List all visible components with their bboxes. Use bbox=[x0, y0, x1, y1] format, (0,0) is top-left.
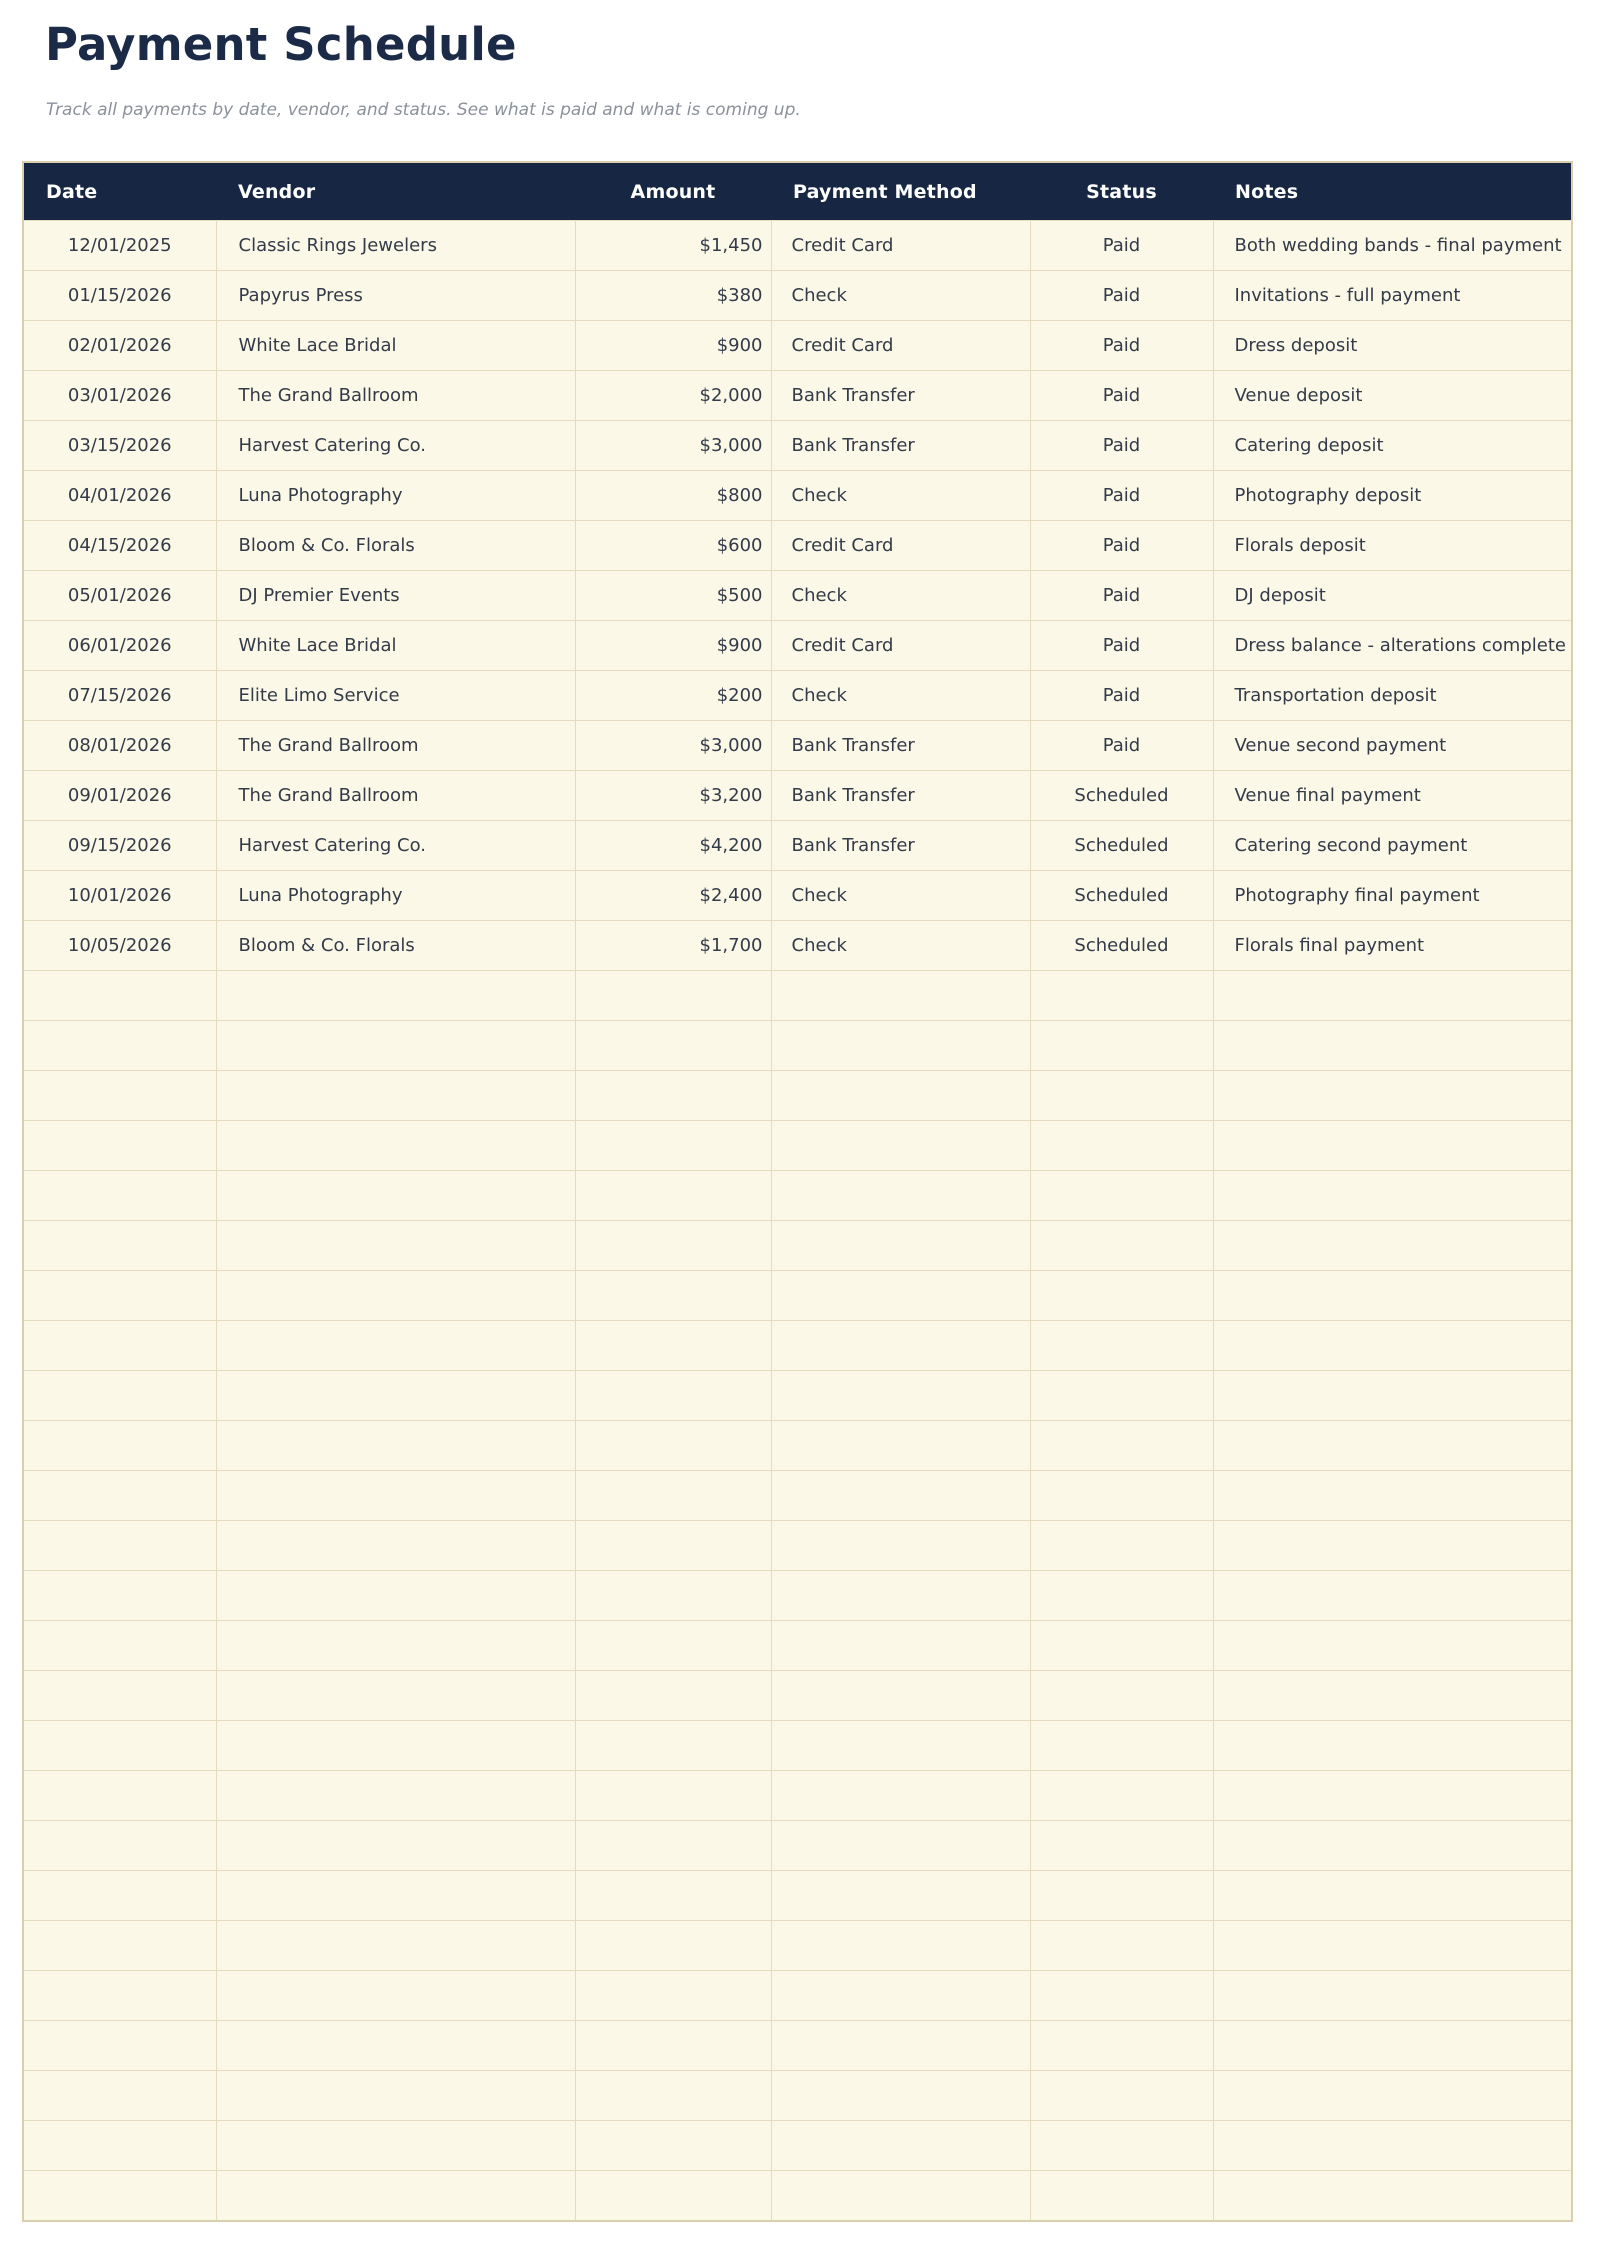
status-cell bbox=[1030, 1921, 1213, 1971]
payment-method-cell bbox=[771, 2021, 1030, 2071]
empty-table-row bbox=[23, 1671, 1572, 1721]
date-cell bbox=[23, 1621, 216, 1671]
payment-method-cell bbox=[771, 1971, 1030, 2021]
payment-method-cell: Bank Transfer bbox=[771, 371, 1030, 421]
payment-method-cell bbox=[771, 1171, 1030, 1221]
empty-table-row bbox=[23, 1121, 1572, 1171]
status-cell bbox=[1030, 1421, 1213, 1471]
date-cell bbox=[23, 1321, 216, 1371]
status-cell bbox=[1030, 1721, 1213, 1771]
notes-cell: Photography final payment bbox=[1213, 871, 1572, 921]
page-subtitle: Track all payments by date, vendor, and status. See what is paid and what is coming up. bbox=[46, 100, 801, 121]
date-cell bbox=[23, 1571, 216, 1621]
vendor-cell bbox=[216, 1271, 575, 1321]
status-cell: Scheduled bbox=[1030, 771, 1213, 821]
date-cell bbox=[23, 2021, 216, 2071]
amount-cell: $200 bbox=[575, 671, 771, 721]
empty-table-row bbox=[23, 1071, 1572, 1121]
vendor-cell: Bloom & Co. Florals bbox=[216, 921, 575, 971]
vendor-cell bbox=[216, 1371, 575, 1421]
date-cell: 05/01/2026 bbox=[23, 571, 216, 621]
notes-cell bbox=[1213, 1371, 1572, 1421]
payment-method-cell bbox=[771, 1821, 1030, 1871]
notes-cell: Venue second payment bbox=[1213, 721, 1572, 771]
notes-cell: Dress deposit bbox=[1213, 321, 1572, 371]
empty-table-row bbox=[23, 1521, 1572, 1571]
notes-cell bbox=[1213, 1721, 1572, 1771]
date-cell bbox=[23, 1071, 216, 1121]
vendor-cell bbox=[216, 1671, 575, 1721]
empty-table-row bbox=[23, 1321, 1572, 1371]
notes-cell bbox=[1213, 1471, 1572, 1521]
empty-table-row bbox=[23, 1271, 1572, 1321]
notes-cell: Venue deposit bbox=[1213, 371, 1572, 421]
date-cell bbox=[23, 1771, 216, 1821]
date-cell bbox=[23, 1271, 216, 1321]
date-cell: 08/01/2026 bbox=[23, 721, 216, 771]
vendor-cell bbox=[216, 1071, 575, 1121]
amount-cell bbox=[575, 2121, 771, 2171]
payment-method-cell: Credit Card bbox=[771, 521, 1030, 571]
notes-cell: Catering second payment bbox=[1213, 821, 1572, 871]
notes-cell: Florals deposit bbox=[1213, 521, 1572, 571]
notes-cell bbox=[1213, 1571, 1572, 1621]
status-cell: Paid bbox=[1030, 371, 1213, 421]
vendor-cell bbox=[216, 2021, 575, 2071]
column-header-status: Status bbox=[1030, 162, 1213, 221]
vendor-cell bbox=[216, 1221, 575, 1271]
empty-table-row bbox=[23, 1021, 1572, 1071]
vendor-cell bbox=[216, 1621, 575, 1671]
notes-cell: Photography deposit bbox=[1213, 471, 1572, 521]
vendor-cell bbox=[216, 1421, 575, 1471]
date-cell: 04/15/2026 bbox=[23, 521, 216, 571]
date-cell bbox=[23, 1671, 216, 1721]
date-cell bbox=[23, 1521, 216, 1571]
amount-cell bbox=[575, 1771, 771, 1821]
vendor-cell: Harvest Catering Co. bbox=[216, 821, 575, 871]
empty-table-row bbox=[23, 1871, 1572, 1921]
payment-method-cell: Check bbox=[771, 471, 1030, 521]
notes-cell bbox=[1213, 1821, 1572, 1871]
empty-table-row bbox=[23, 1721, 1572, 1771]
date-cell: 09/15/2026 bbox=[23, 821, 216, 871]
notes-cell bbox=[1213, 1421, 1572, 1471]
amount-cell bbox=[575, 1121, 771, 1171]
payment-method-cell bbox=[771, 1771, 1030, 1821]
status-cell bbox=[1030, 1121, 1213, 1171]
payment-method-cell: Bank Transfer bbox=[771, 771, 1030, 821]
payment-method-cell: Credit Card bbox=[771, 621, 1030, 671]
status-cell bbox=[1030, 2171, 1213, 2222]
table-row bbox=[23, 221, 1572, 271]
payment-method-cell bbox=[771, 1571, 1030, 1621]
vendor-cell bbox=[216, 2071, 575, 2121]
vendor-cell bbox=[216, 1171, 575, 1221]
date-cell: 07/15/2026 bbox=[23, 671, 216, 721]
vendor-cell bbox=[216, 2171, 575, 2222]
payment-method-cell bbox=[771, 1671, 1030, 1721]
vendor-cell: The Grand Ballroom bbox=[216, 771, 575, 821]
payment-method-cell bbox=[771, 1021, 1030, 1071]
status-cell bbox=[1030, 971, 1213, 1021]
payment-method-cell bbox=[771, 1321, 1030, 1371]
amount-cell bbox=[575, 1221, 771, 1271]
amount-cell bbox=[575, 2021, 771, 2071]
notes-cell: Venue final payment bbox=[1213, 771, 1572, 821]
payment-method-cell bbox=[771, 1271, 1030, 1321]
amount-cell: $3,000 bbox=[575, 721, 771, 771]
date-cell bbox=[23, 2171, 216, 2222]
date-cell: 10/01/2026 bbox=[23, 871, 216, 921]
status-cell bbox=[1030, 1321, 1213, 1371]
payment-method-cell bbox=[771, 1921, 1030, 1971]
amount-cell bbox=[575, 1471, 771, 1521]
notes-cell bbox=[1213, 1321, 1572, 1371]
notes-cell bbox=[1213, 1521, 1572, 1571]
vendor-cell: The Grand Ballroom bbox=[216, 371, 575, 421]
notes-cell: Invitations - full payment bbox=[1213, 271, 1572, 321]
notes-cell bbox=[1213, 2071, 1572, 2121]
vendor-cell bbox=[216, 1771, 575, 1821]
payment-method-cell bbox=[771, 1421, 1030, 1471]
date-cell bbox=[23, 1921, 216, 1971]
table-row bbox=[23, 821, 1572, 871]
status-cell bbox=[1030, 1271, 1213, 1321]
amount-cell bbox=[575, 1921, 771, 1971]
date-cell bbox=[23, 1121, 216, 1171]
empty-table-row bbox=[23, 1821, 1572, 1871]
vendor-cell: White Lace Bridal bbox=[216, 621, 575, 671]
payment-method-cell bbox=[771, 1371, 1030, 1421]
page-title: Payment Schedule bbox=[45, 18, 517, 71]
date-cell: 09/01/2026 bbox=[23, 771, 216, 821]
table-row bbox=[23, 521, 1572, 571]
amount-cell bbox=[575, 2071, 771, 2121]
amount-cell bbox=[575, 1571, 771, 1621]
table-row bbox=[23, 271, 1572, 321]
notes-cell: DJ deposit bbox=[1213, 571, 1572, 621]
status-cell: Paid bbox=[1030, 721, 1213, 771]
notes-cell bbox=[1213, 1771, 1572, 1821]
status-cell: Paid bbox=[1030, 471, 1213, 521]
status-cell bbox=[1030, 1021, 1213, 1071]
table-row bbox=[23, 371, 1572, 421]
status-cell: Scheduled bbox=[1030, 871, 1213, 921]
notes-cell: Catering deposit bbox=[1213, 421, 1572, 471]
status-cell: Paid bbox=[1030, 221, 1213, 271]
amount-cell: $3,000 bbox=[575, 421, 771, 471]
date-cell: 03/01/2026 bbox=[23, 371, 216, 421]
payment-method-cell: Check bbox=[771, 671, 1030, 721]
table-row bbox=[23, 421, 1572, 471]
status-cell bbox=[1030, 1971, 1213, 2021]
notes-cell bbox=[1213, 971, 1572, 1021]
notes-cell bbox=[1213, 1071, 1572, 1121]
notes-cell bbox=[1213, 1121, 1572, 1171]
status-cell bbox=[1030, 1521, 1213, 1571]
payment-method-cell: Bank Transfer bbox=[771, 421, 1030, 471]
vendor-cell: Papyrus Press bbox=[216, 271, 575, 321]
empty-table-row bbox=[23, 1421, 1572, 1471]
status-cell bbox=[1030, 1771, 1213, 1821]
vendor-cell bbox=[216, 1521, 575, 1571]
table-row bbox=[23, 871, 1572, 921]
table-row bbox=[23, 721, 1572, 771]
vendor-cell bbox=[216, 1921, 575, 1971]
status-cell: Paid bbox=[1030, 521, 1213, 571]
amount-cell bbox=[575, 1371, 771, 1421]
vendor-cell bbox=[216, 1871, 575, 1921]
date-cell bbox=[23, 1971, 216, 2021]
payment-method-cell: Check bbox=[771, 571, 1030, 621]
status-cell: Paid bbox=[1030, 421, 1213, 471]
vendor-cell bbox=[216, 1021, 575, 1071]
vendor-cell: DJ Premier Events bbox=[216, 571, 575, 621]
amount-cell bbox=[575, 1871, 771, 1921]
table-row bbox=[23, 671, 1572, 721]
amount-cell bbox=[575, 1421, 771, 1471]
empty-table-row bbox=[23, 1771, 1572, 1821]
date-cell: 06/01/2026 bbox=[23, 621, 216, 671]
vendor-cell bbox=[216, 1121, 575, 1171]
empty-table-row bbox=[23, 1571, 1572, 1621]
empty-table-row bbox=[23, 2071, 1572, 2121]
notes-cell bbox=[1213, 1671, 1572, 1721]
payment-method-cell: Check bbox=[771, 271, 1030, 321]
payment-method-cell bbox=[771, 1871, 1030, 1921]
amount-cell bbox=[575, 1621, 771, 1671]
date-cell bbox=[23, 2071, 216, 2121]
amount-cell: $1,450 bbox=[575, 221, 771, 271]
amount-cell bbox=[575, 1671, 771, 1721]
status-cell bbox=[1030, 1871, 1213, 1921]
notes-cell: Florals final payment bbox=[1213, 921, 1572, 971]
payment-method-cell bbox=[771, 971, 1030, 1021]
table-row bbox=[23, 921, 1572, 971]
payment-method-cell: Check bbox=[771, 921, 1030, 971]
date-cell: 02/01/2026 bbox=[23, 321, 216, 371]
status-cell bbox=[1030, 1221, 1213, 1271]
amount-cell: $1,700 bbox=[575, 921, 771, 971]
notes-cell bbox=[1213, 2121, 1572, 2171]
notes-cell bbox=[1213, 2171, 1572, 2222]
table-row bbox=[23, 571, 1572, 621]
notes-cell bbox=[1213, 1971, 1572, 2021]
vendor-cell bbox=[216, 971, 575, 1021]
payment-method-cell bbox=[771, 1521, 1030, 1571]
status-cell bbox=[1030, 1471, 1213, 1521]
status-cell: Scheduled bbox=[1030, 921, 1213, 971]
status-cell bbox=[1030, 2021, 1213, 2071]
empty-table-row bbox=[23, 1471, 1572, 1521]
vendor-cell bbox=[216, 1571, 575, 1621]
amount-cell: $500 bbox=[575, 571, 771, 621]
payment-method-cell bbox=[771, 1221, 1030, 1271]
payment-method-cell bbox=[771, 1721, 1030, 1771]
notes-cell bbox=[1213, 1871, 1572, 1921]
date-cell: 10/05/2026 bbox=[23, 921, 216, 971]
amount-cell: $2,400 bbox=[575, 871, 771, 921]
payment-method-cell bbox=[771, 1621, 1030, 1671]
payment-schedule-table bbox=[22, 161, 1573, 2222]
column-header-date: Date bbox=[23, 162, 216, 221]
vendor-cell: Bloom & Co. Florals bbox=[216, 521, 575, 571]
amount-cell bbox=[575, 2171, 771, 2222]
date-cell: 04/01/2026 bbox=[23, 471, 216, 521]
date-cell bbox=[23, 2121, 216, 2171]
table-header-row bbox=[23, 162, 1572, 221]
vendor-cell: Harvest Catering Co. bbox=[216, 421, 575, 471]
empty-table-row bbox=[23, 2171, 1572, 2222]
empty-table-row bbox=[23, 1221, 1572, 1271]
amount-cell bbox=[575, 1271, 771, 1321]
date-cell bbox=[23, 1421, 216, 1471]
amount-cell bbox=[575, 1071, 771, 1121]
vendor-cell bbox=[216, 1821, 575, 1871]
date-cell bbox=[23, 1371, 216, 1421]
table-row bbox=[23, 621, 1572, 671]
column-header-amount: Amount bbox=[575, 162, 771, 221]
payment-method-cell: Credit Card bbox=[771, 321, 1030, 371]
date-cell: 12/01/2025 bbox=[23, 221, 216, 271]
date-cell: 01/15/2026 bbox=[23, 271, 216, 321]
status-cell bbox=[1030, 2121, 1213, 2171]
amount-cell: $600 bbox=[575, 521, 771, 571]
amount-cell: $3,200 bbox=[575, 771, 771, 821]
amount-cell: $380 bbox=[575, 271, 771, 321]
vendor-cell: The Grand Ballroom bbox=[216, 721, 575, 771]
notes-cell bbox=[1213, 1271, 1572, 1321]
amount-cell: $800 bbox=[575, 471, 771, 521]
empty-table-row bbox=[23, 1371, 1572, 1421]
payment-method-cell: Bank Transfer bbox=[771, 821, 1030, 871]
date-cell: 03/15/2026 bbox=[23, 421, 216, 471]
amount-cell: $4,200 bbox=[575, 821, 771, 871]
payment-method-cell bbox=[771, 2171, 1030, 2222]
date-cell bbox=[23, 1471, 216, 1521]
empty-table-row bbox=[23, 1171, 1572, 1221]
table-row bbox=[23, 771, 1572, 821]
status-cell bbox=[1030, 1671, 1213, 1721]
status-cell bbox=[1030, 1371, 1213, 1421]
status-cell: Paid bbox=[1030, 671, 1213, 721]
payment-method-cell: Bank Transfer bbox=[771, 721, 1030, 771]
amount-cell bbox=[575, 1721, 771, 1771]
vendor-cell: Luna Photography bbox=[216, 471, 575, 521]
vendor-cell: Elite Limo Service bbox=[216, 671, 575, 721]
amount-cell: $900 bbox=[575, 621, 771, 671]
date-cell bbox=[23, 1871, 216, 1921]
status-cell: Paid bbox=[1030, 571, 1213, 621]
vendor-cell: Classic Rings Jewelers bbox=[216, 221, 575, 271]
table-row bbox=[23, 321, 1572, 371]
amount-cell bbox=[575, 1971, 771, 2021]
empty-table-row bbox=[23, 971, 1572, 1021]
status-cell bbox=[1030, 2071, 1213, 2121]
notes-cell bbox=[1213, 1021, 1572, 1071]
notes-cell bbox=[1213, 1921, 1572, 1971]
date-cell bbox=[23, 971, 216, 1021]
status-cell: Scheduled bbox=[1030, 821, 1213, 871]
vendor-cell: White Lace Bridal bbox=[216, 321, 575, 371]
date-cell bbox=[23, 1221, 216, 1271]
status-cell bbox=[1030, 1821, 1213, 1871]
date-cell bbox=[23, 1171, 216, 1221]
amount-cell bbox=[575, 1821, 771, 1871]
column-header-payment-method: Payment Method bbox=[771, 162, 1030, 221]
amount-cell: $2,000 bbox=[575, 371, 771, 421]
date-cell bbox=[23, 1821, 216, 1871]
notes-cell bbox=[1213, 1221, 1572, 1271]
empty-table-row bbox=[23, 1921, 1572, 1971]
column-header-vendor: Vendor bbox=[216, 162, 575, 221]
status-cell: Paid bbox=[1030, 321, 1213, 371]
status-cell bbox=[1030, 1071, 1213, 1121]
status-cell bbox=[1030, 1571, 1213, 1621]
notes-cell: Both wedding bands - final payment bbox=[1213, 221, 1572, 271]
notes-cell bbox=[1213, 1171, 1572, 1221]
empty-table-row bbox=[23, 2121, 1572, 2171]
payment-method-cell bbox=[771, 2121, 1030, 2171]
status-cell: Paid bbox=[1030, 271, 1213, 321]
column-header-notes: Notes bbox=[1213, 162, 1572, 221]
status-cell: Paid bbox=[1030, 621, 1213, 671]
notes-cell: Dress balance - alterations complete bbox=[1213, 621, 1572, 671]
payment-method-cell bbox=[771, 1121, 1030, 1171]
payment-method-cell bbox=[771, 1471, 1030, 1521]
table-body bbox=[23, 221, 1572, 2222]
empty-table-row bbox=[23, 2021, 1572, 2071]
vendor-cell: Luna Photography bbox=[216, 871, 575, 921]
payment-method-cell: Credit Card bbox=[771, 221, 1030, 271]
amount-cell bbox=[575, 1171, 771, 1221]
notes-cell bbox=[1213, 2021, 1572, 2071]
amount-cell bbox=[575, 1321, 771, 1371]
vendor-cell bbox=[216, 1721, 575, 1771]
notes-cell bbox=[1213, 1621, 1572, 1671]
empty-table-row bbox=[23, 1621, 1572, 1671]
amount-cell bbox=[575, 971, 771, 1021]
vendor-cell bbox=[216, 1321, 575, 1371]
amount-cell: $900 bbox=[575, 321, 771, 371]
notes-cell: Transportation deposit bbox=[1213, 671, 1572, 721]
table-row bbox=[23, 471, 1572, 521]
amount-cell bbox=[575, 1521, 771, 1571]
payment-method-cell bbox=[771, 1071, 1030, 1121]
date-cell bbox=[23, 1021, 216, 1071]
vendor-cell bbox=[216, 1971, 575, 2021]
vendor-cell bbox=[216, 1471, 575, 1521]
payment-method-cell: Check bbox=[771, 871, 1030, 921]
status-cell bbox=[1030, 1621, 1213, 1671]
date-cell bbox=[23, 1721, 216, 1771]
status-cell bbox=[1030, 1171, 1213, 1221]
payment-method-cell bbox=[771, 2071, 1030, 2121]
amount-cell bbox=[575, 1021, 771, 1071]
vendor-cell bbox=[216, 2121, 575, 2171]
empty-table-row bbox=[23, 1971, 1572, 2021]
